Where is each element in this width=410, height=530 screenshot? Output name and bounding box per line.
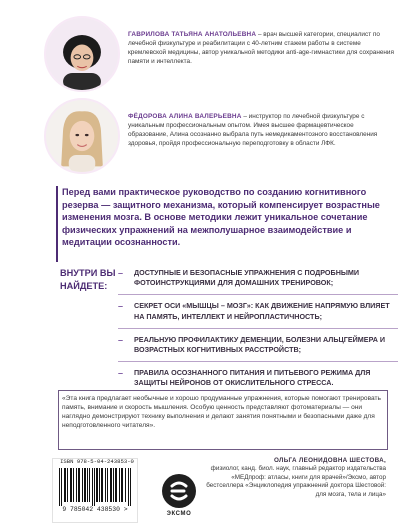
author-photo-fedorova [44,98,120,174]
bullet-item [118,301,398,328]
intro-paragraph: Перед вами практическое руководство по созданию когнитивного резерва — защитного механизма, который компенсирует возрастные изменения мозга. В основе методики лежит уникальное сочетание физических упражнений на межполушарное взаимодействие и медитации осознанности. [62,187,380,248]
inside-section-title: ВНУТРИ ВЫ НАЙДЕТЕ: [60,268,116,291]
author-portrait-illustration [46,18,118,90]
author-card-fedorova [44,98,384,178]
bullet-item [118,268,398,295]
author-bio-fedorova [128,112,394,148]
reviewer-name: ОЛЬГА ЛЕОНИДОВНА ШЕСТОВА, [273,457,386,464]
reviewer-role: физиолог, канд. биол. наук, главный редактор издательства «МЕДпроф: атласы, книги для врачей»/Эксмо, автор бестселлера «Энциклопедия упражнений доктора Шестовой: для мозга, тела и лица» [206,465,386,498]
bullet-dash-icon: – [118,368,124,379]
author-name: ГАВРИЛОВА ТАТЬЯНА АНАТОЛЬЕВНА [128,31,257,38]
bullet-item [118,335,398,362]
bullet-dash-icon: – [118,301,124,312]
author-bio-text: – инструктор по лечебной физкультуре с уникальным профессиональным опытом. Имея высшее фармацевтическое образование, Алина осознанно выбрала путь немедикаментозного восстановления здоровья, пройдя профессиональную переподготовку в области ЛФК. [128,113,378,147]
inside-bullet-list [118,268,398,401]
bullet-text: РЕАЛЬНУЮ ПРОФИЛАКТИКУ ДЕМЕНЦИИ, БОЛЕЗНИ АЛЬЦГЕЙМЕРА И ВОЗРАСТНЫХ КОГНИТИВНЫХ РАССТРОЙСТВ; [134,334,386,355]
eksmo-e-icon [162,474,196,508]
author-bio-text: – врач высшей категории, специалист по лечебной физкультуре и реабилитации с 40-летним стажем работы в системе кремлевской медицины, автор уникальной методики anti-age-гимнастики для сохранения памяти и интеллекта. [128,31,394,65]
intro-accent-bar [56,186,58,262]
author-photo-gavrilova [44,16,120,92]
publisher-logo-word: ЭКСМО [166,511,192,517]
author-bio-gavrilova [128,30,394,66]
bullet-text: ПРАВИЛА ОСОЗНАННОГО ПИТАНИЯ И ПИТЬЕВОГО РЕЖИМА ДЛЯ ЗАЩИТЫ НЕЙРОНОВ ОТ ОКИСЛИТЕЛЬНОГО СТРЕССА. [134,368,371,388]
author-name: ФЁДОРОВА АЛИНА ВАЛЕРЬЕВНА [128,113,242,120]
bullet-dash-icon: – [118,268,124,278]
reviewer-block [206,457,386,499]
bullet-dash-icon: – [118,334,124,345]
barcode-number: 9 785042 438530 > [62,506,128,513]
isbn-label: ISBN 978-5-04-243853-0 [60,458,134,465]
bullet-text: ДОСТУПНЫЕ И БЕЗОПАСНЫЕ УПРАЖНЕНИЯ С ПОДРОБНЫМИ ФОТОИНСТРУКЦИЯМИ ДЛЯ ДОМАШНИХ ТРЕНИРОВОК; [134,268,360,288]
barcode-icon [58,468,134,506]
bullet-text: СЕКРЕТ ОСИ «МЫШЦЫ – МОЗГ»: КАК ДВИЖЕНИЕ НАПРЯМУЮ ВЛИЯЕТ НА ПАМЯТЬ, ИНТЕЛЛЕКТ И НЕЙРОПЛАСТИЧНОСТЬ; [134,301,390,321]
author-portrait-illustration [46,100,118,172]
review-quote: «Эта книга предлагает необычные и хорошо продуманные упражнения, которые помогают тренировать память, внимание и скорость мышления. Особую ценность представляют фотоматериалы — они наглядно демонстрируют технику выполнения и делают занятия понятными и безопасными даже для неподготовленного читателя». [62,395,381,429]
author-card-gavrilova [44,16,394,96]
publisher-logo [162,474,196,520]
